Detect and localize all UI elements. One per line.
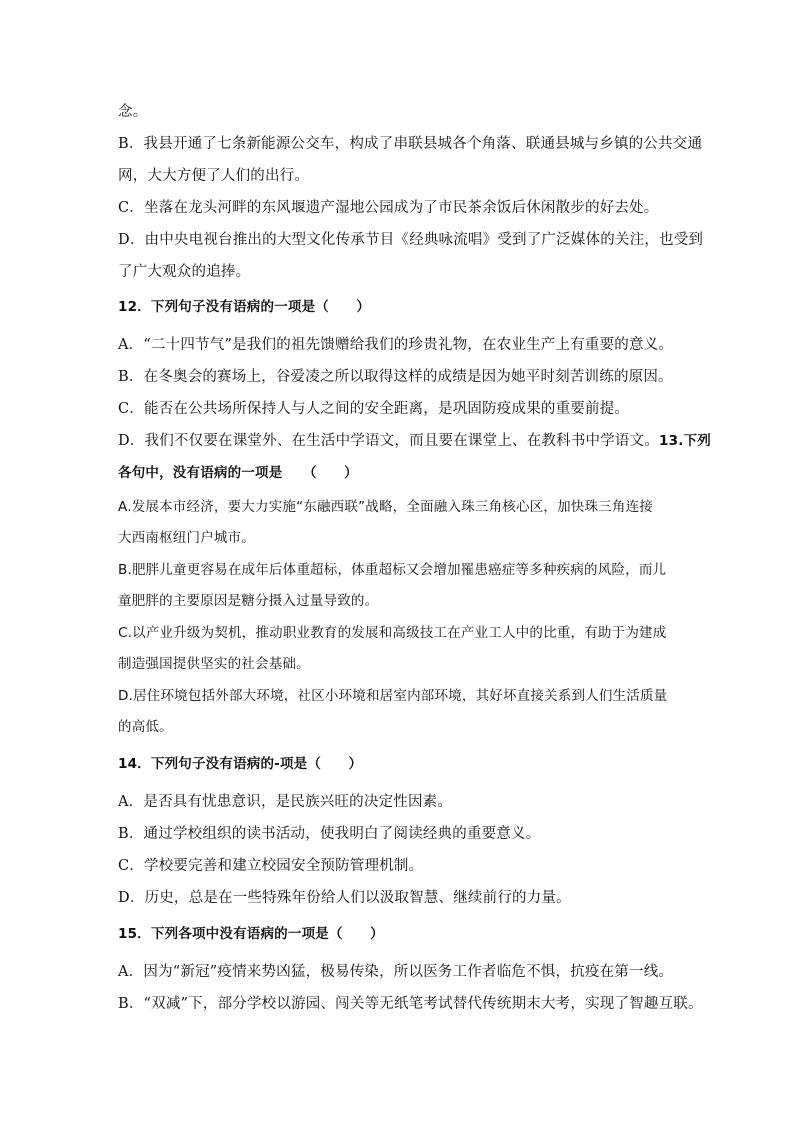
- text-line: 制造强国提供坚实的社会基础。: [118, 656, 310, 672]
- option-b-line: B．通过学校组织的读书活动，使我明白了阅读经典的重要意义。: [118, 826, 541, 842]
- question-12-title: 12．下列句子没有语病的一项是（ ）: [118, 299, 371, 315]
- option-b-line: B．“双减”下，部分学校以游园、闯关等无纸笔考试替代传统期末大考，实现了智趣互联。: [118, 996, 703, 1012]
- option-c-line: C．能否在公共场所保持人与人之间的安全距离，是巩固防疫成果的重要前提。: [118, 401, 630, 417]
- option-c-line: C．坐落在龙头河畔的东风堰遗产湿地公园成为了市民茶余饭后休闲散步的好去处。: [118, 200, 659, 216]
- option-d-line: D.居住环境包括外部大环境，社区小环境和居室内部环境，其好坏直接关系到人们生活质量: [118, 688, 668, 704]
- option-c-line: C．学校要完善和建立校园安全预防管理机制。: [118, 858, 424, 874]
- question-13-title: 各句中，没有语病的一项是 （ ）: [118, 465, 358, 481]
- option-d-text: D．我们不仅要在课堂外、在生活中学语文，而且要在课堂上、在教科书中学语文。: [118, 433, 660, 449]
- option-a-line: A．因为“新冠”疫情来势凶猛，极易传染，所以医务工作者临危不惧，抗疫在第一线。: [118, 964, 674, 980]
- question-14-title: 14．下列句子没有语病的-项是（ ）: [118, 756, 363, 772]
- option-a-line: A.发展本市经济，要大力实施“东融西联”战略，全面融入珠三角核心区，加快珠三角连接: [118, 499, 653, 515]
- text-line: 了广大观众的追捧。: [118, 264, 251, 280]
- option-a-line: A．是否具有忧患意识，是民族兴旺的决定性因素。: [118, 794, 453, 810]
- text-line: 念。: [118, 104, 148, 120]
- question-15-title: 15．下列各项中没有语病的一项是（ ）: [118, 926, 384, 942]
- text-line: 的高低。: [118, 719, 173, 735]
- text-line: 网，大大方便了人们的出行。: [118, 168, 310, 184]
- text-line: 大西南枢纽门户城市。: [118, 530, 255, 546]
- option-a-line: A．“二十四节气”是我们的祖先馈赠给我们的珍贵礼物，在农业生产上有重要的意义。: [118, 337, 674, 353]
- option-b-line: B．我县开通了七条新能源公交车，构成了串联县城各个角落、联通县城与乡镇的公共交通: [118, 136, 703, 152]
- option-d-line: D．由中央电视台推出的大型文化传承节目《经典咏流唱》受到了广泛媒体的关注，也受到: [118, 232, 704, 248]
- option-b-line: B．在冬奥会的赛场上，谷爱凌之所以取得这样的成绩是因为她平时刻苦训练的原因。: [118, 369, 673, 385]
- question-13-number: 13.下列: [659, 433, 711, 449]
- option-d-line: [118, 431, 711, 451]
- option-c-line: C.以产业升级为契机，推动职业教育的发展和高级技工在产业工人中的比重，有助于为建成: [118, 625, 667, 641]
- option-d-line: D．历史，总是在一些特殊年份给人们以汲取智慧、继续前行的力量。: [118, 890, 571, 906]
- option-b-line: B.肥胖儿童更容易在成年后体重超标，体重超标又会增加罹患癌症等多种疾病的风险，而儿: [118, 562, 667, 578]
- text-line: 童肥胖的主要原因是糖分摄入过量导致的。: [118, 593, 379, 609]
